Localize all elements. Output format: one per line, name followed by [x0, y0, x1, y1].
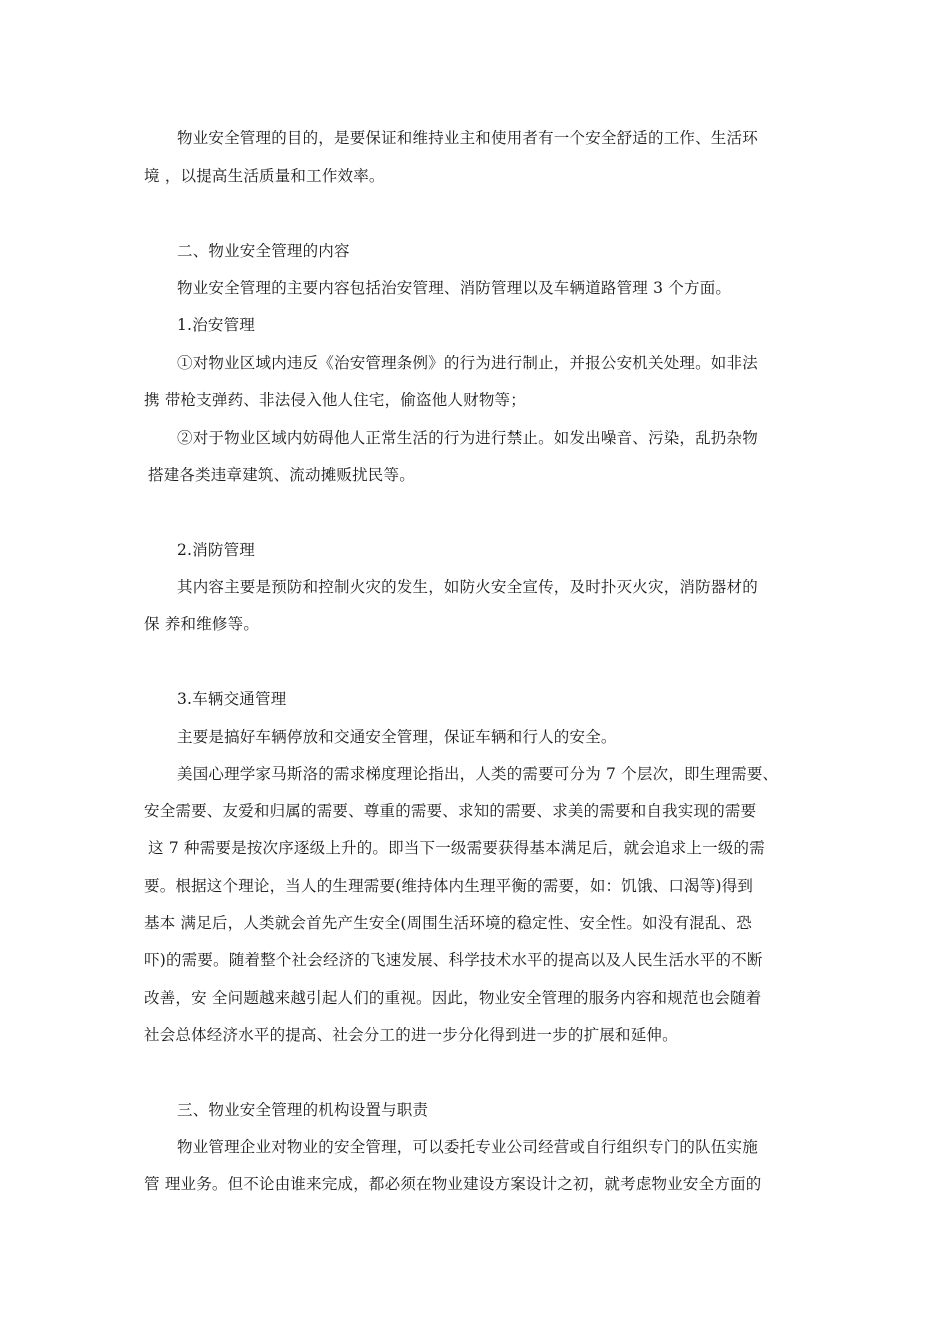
paragraph-line: 吓)的需要。随着整个社会经济的飞速发展、科学技术水平的提高以及人民生活水平的不断 — [144, 951, 763, 969]
paragraph-line: 管 理业务。但不论由谁来完成，都必须在物业建设方案设计之初，就考虑物业安全方面的 — [144, 1175, 762, 1193]
paragraph-line: 社会总体经济水平的提高、社会分工的进一步分化得到进一步的扩展和延伸。 — [144, 1026, 678, 1044]
subsection-heading: 3.车辆交通管理 — [177, 690, 287, 708]
paragraph-line: 这 7 种需要是按次序逐级上升的。即当下一级需要获得基本满足后，就会追求上一级的需 — [148, 839, 765, 857]
paragraph-line: 物业安全管理的目的，是要保证和维持业主和使用者有一个安全舒适的工作、生活环 — [177, 129, 758, 147]
section-heading: 二、物业安全管理的内容 — [177, 242, 350, 260]
paragraph-line: 改善，安 全问题越来越引起人们的重视。因此，物业安全管理的服务内容和规范也会随着 — [144, 989, 762, 1007]
paragraph-line: 搭建各类违章建筑、流动摊贩扰民等。 — [148, 466, 415, 484]
paragraph-line: 其内容主要是预防和控制火灾的发生，如防火安全宣传，及时扑灭火灾，消防器材的 — [177, 578, 758, 596]
paragraph-line: 携 带枪支弹药、非法侵入他人住宅，偷盗他人财物等； — [144, 391, 526, 409]
paragraph-line: 美国心理学家马斯洛的需求梯度理论指出，人类的需要可分为 7 个层次，即生理需要、 — [177, 765, 779, 783]
subsection-heading: 1.治安管理 — [177, 316, 255, 334]
paragraph-line: 境 ，以提高生活质量和工作效率。 — [144, 167, 385, 185]
section-heading: 三、物业安全管理的机构设置与职责 — [177, 1101, 429, 1119]
paragraph-line: 基本 满足后，人类就会首先产生安全(周围生活环境的稳定性、安全性。如没有混乱、恐 — [144, 914, 752, 932]
paragraph-line: ②对于物业区域内妨碍他人正常生活的行为进行禁止。如发出噪音、污染，乱扔杂物 — [177, 429, 758, 447]
subsection-heading: 2.消防管理 — [177, 541, 255, 559]
paragraph-line: 物业安全管理的主要内容包括治安管理、消防管理以及车辆道路管理 3 个方面。 — [177, 279, 732, 297]
paragraph-line: 要。根据这个理论，当人的生理需要(维持体内生理平衡的需要，如：饥饿、口渴等)得到 — [144, 877, 754, 895]
paragraph-line: 保 养和维修等。 — [144, 615, 260, 633]
paragraph-line: 主要是搞好车辆停放和交通安全管理，保证车辆和行人的安全。 — [177, 728, 617, 746]
paragraph-line: 安全需要、友爱和归属的需要、尊重的需要、求知的需要、求美的需要和自我实现的需要 — [144, 802, 757, 820]
paragraph-line: ①对物业区域内违反《治安管理条例》的行为进行制止，并报公安机关处理。如非法 — [177, 354, 758, 372]
paragraph-line: 物业管理企业对物业的安全管理，可以委托专业公司经营或自行组织专门的队伍实施 — [177, 1138, 758, 1156]
